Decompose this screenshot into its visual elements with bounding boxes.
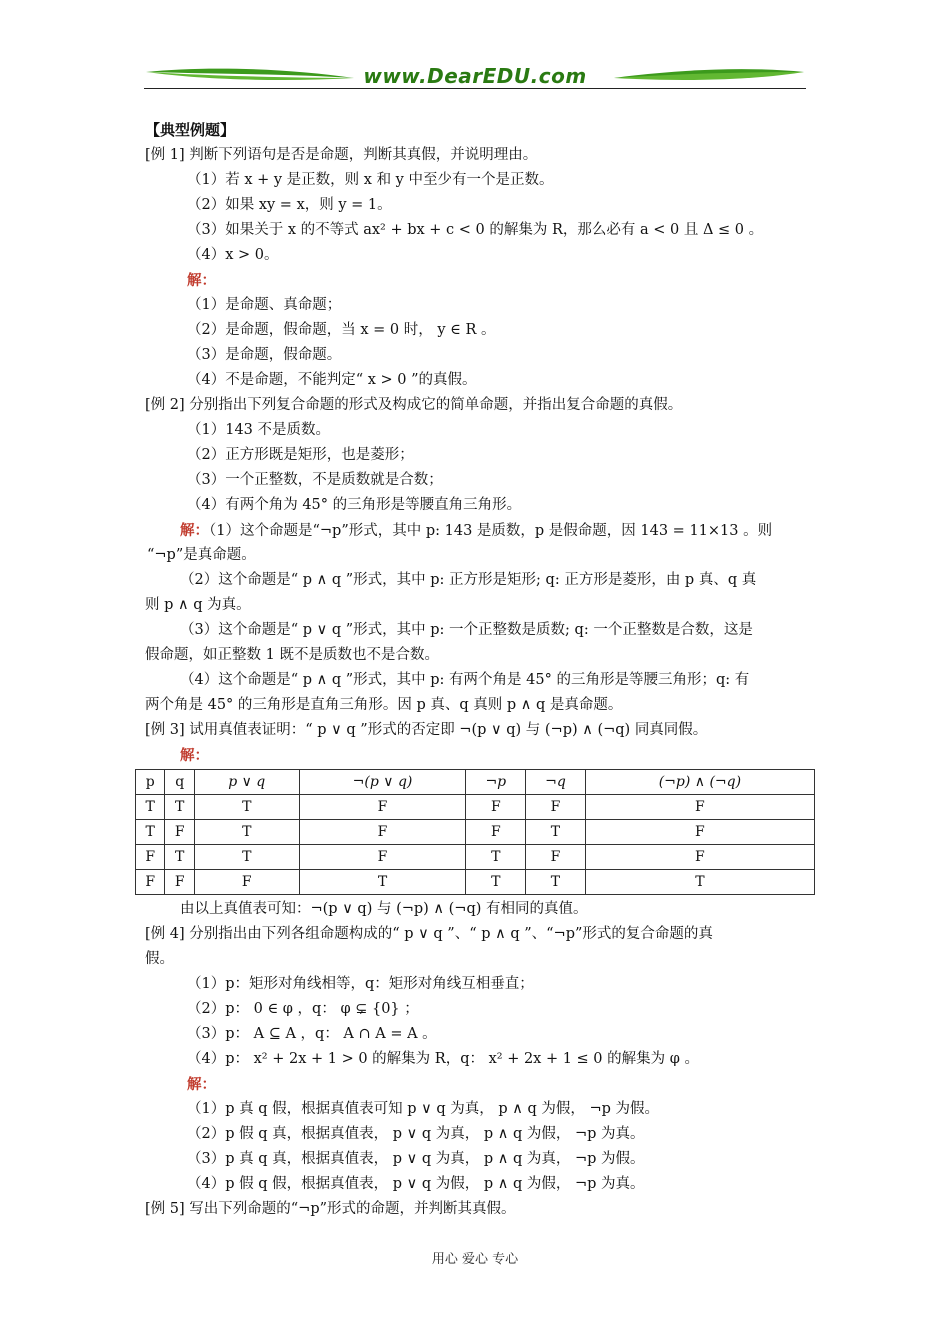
table-cell: T [165, 845, 194, 870]
example1-item: （1）若 x + y 是正数，则 x 和 y 中至少有一个是正数。 [187, 172, 554, 188]
example1-item: （2）如果 xy = x，则 y = 1。 [187, 197, 392, 213]
example3-conclusion: 由以上真值表可知：¬(p ∨ q) 与 (¬p) ∧ (¬q) 有相同的真值。 [180, 901, 588, 917]
table-cell: F [466, 795, 526, 820]
example2-title: [例 2] 分别指出下列复合命题的形式及构成它的简单命题，并指出复合命题的真假。 [145, 397, 683, 413]
header-divider [144, 88, 806, 89]
example2-solution-text: （1）这个命题是“¬p”形式，其中 p: 143 是质数，p 是假命题，因 143 = 11×13 。则 [209, 523, 773, 539]
example4-item: （4）p： x² + 2x + 1 > 0 的解集为 R，q： x² + 2x + 1 ≤ 0 的解集为 φ 。 [187, 1051, 700, 1067]
example2-solution: 两个角是 45° 的三角形是直角三角形。因 p 真、q 真则 p ∧ q 是真命题。 [145, 697, 623, 713]
table-cell: F [299, 820, 466, 845]
example2-item: （3）一个正整数，不是质数就是合数； [187, 472, 443, 488]
example2-item: （1）143 不是质数。 [187, 422, 331, 438]
table-cell: F [136, 870, 165, 895]
section-title: 【典型例题】 [145, 121, 236, 139]
table-cell: F [585, 820, 814, 845]
truth-table-header: ¬q [526, 770, 586, 795]
table-cell: F [585, 845, 814, 870]
example2-solution: 则 p ∧ q 为真。 [145, 597, 251, 613]
truth-table [135, 769, 815, 895]
page-footer: 用心 爱心 专心 [431, 1252, 519, 1267]
table-row [136, 870, 815, 895]
example1-title: [例 1] 判断下列语句是否是命题，判断其真假，并说明理由。 [145, 147, 538, 163]
table-cell: T [136, 795, 165, 820]
example2-solution: （4）这个命题是“ p ∧ q ”形式，其中 p: 有两个角是 45° 的三角形是等腰三角形；q: 有 [180, 672, 750, 688]
table-cell: T [526, 820, 586, 845]
example2-solution: （3）这个命题是“ p ∨ q ”形式，其中 p: 一个正整数是质数; q: 一个正整数是合数，这是 [180, 622, 753, 638]
truth-table-header: p ∨ q [194, 770, 299, 795]
table-cell: T [194, 820, 299, 845]
truth-table-header-row [136, 770, 815, 795]
example2-solution-label: 解： [180, 522, 209, 539]
table-cell: F [194, 870, 299, 895]
table-cell: T [194, 845, 299, 870]
table-row [136, 795, 815, 820]
example3-title: [例 3] 试用真值表证明：“ p ∨ q ”形式的否定即 ¬(p ∨ q) 与 (¬p) ∧ (¬q) 同真同假。 [145, 722, 708, 738]
example4-solution: （2）p 假 q 真，根据真值表， p ∨ q 为真， p ∧ q 为假， ¬p 为真。 [187, 1126, 645, 1142]
example2-solution: （2）这个命题是“ p ∧ q ”形式，其中 p: 正方形是矩形; q: 正方形是菱形，由 p 真、q 真 [180, 572, 757, 588]
truth-table-header: (¬p) ∧ (¬q) [585, 770, 814, 795]
example4-solution: （4）p 假 q 假，根据真值表， p ∨ q 为假， p ∧ q 为假， ¬p 为真。 [187, 1176, 645, 1192]
table-cell: F [526, 845, 586, 870]
table-row [136, 820, 815, 845]
table-cell: F [526, 795, 586, 820]
page-content [145, 118, 810, 1222]
table-cell: T [136, 820, 165, 845]
table-cell: F [466, 820, 526, 845]
table-cell: F [165, 820, 194, 845]
site-title[interactable]: www.DearEDU.com [363, 64, 587, 88]
table-cell: T [466, 870, 526, 895]
example1-item: （3）如果关于 x 的不等式 ax² + bx + c < 0 的解集为 R，那么必有 a < 0 且 Δ ≤ 0 。 [187, 222, 764, 238]
example4-solution: （3）p 真 q 真，根据真值表， p ∨ q 为真， p ∧ q 为真， ¬p 为假。 [187, 1151, 645, 1167]
example1-solution: （4）不是命题，不能判定“ x > 0 ”的真假。 [187, 372, 477, 388]
table-cell: T [194, 795, 299, 820]
example1-item: （4）x > 0。 [187, 247, 279, 263]
example5-title: [例 5] 写出下列命题的“¬p”形式的命题，并判断其真假。 [145, 1201, 516, 1217]
example2-item: （4）有两个角为 45° 的三角形是等腰直角三角形。 [187, 497, 522, 513]
truth-table-header: p [136, 770, 165, 795]
table-cell: T [526, 870, 586, 895]
example4-solution: （1）p 真 q 假，根据真值表可知 p ∨ q 为真， p ∧ q 为假， ¬p 为假。 [187, 1101, 659, 1117]
table-cell: T [585, 870, 814, 895]
example4-item: （1）p：矩形对角线相等，q：矩形对角线互相垂直； [187, 976, 534, 992]
table-cell: T [299, 870, 466, 895]
example4-solution-label: 解： [187, 1076, 216, 1093]
truth-table-header: ¬(p ∨ q) [299, 770, 466, 795]
table-cell: F [299, 845, 466, 870]
example3-solution-label: 解： [180, 747, 209, 764]
table-cell: F [136, 845, 165, 870]
table-cell: F [585, 795, 814, 820]
table-cell: T [165, 795, 194, 820]
example2-item: （2）正方形既是矩形，也是菱形； [187, 447, 414, 463]
table-cell: F [299, 795, 466, 820]
example1-solution: （3）是命题，假命题。 [187, 347, 342, 363]
example4-item: （2）p： 0 ∈ φ ，q： φ ⊊ {0} ； [187, 1001, 419, 1017]
table-row [136, 845, 815, 870]
truth-table-header: ¬p [466, 770, 526, 795]
example1-solution-label: 解： [187, 272, 216, 289]
example4-item: （3）p： A ⊆ A ，q： A ∩ A = A 。 [187, 1026, 437, 1042]
table-cell: F [165, 870, 194, 895]
example1-solution: （1）是命题、真命题； [187, 297, 342, 313]
example4-title-cont: 假。 [145, 951, 174, 967]
example2-solution: 假命题，如正整数 1 既不是质数也不是合数。 [145, 647, 439, 663]
table-cell: T [466, 845, 526, 870]
example1-solution: （2）是命题，假命题，当 x = 0 时， y ∈ R 。 [187, 322, 496, 338]
example2-solution: “¬p”是真命题。 [147, 547, 256, 563]
example2-solution [145, 518, 810, 543]
truth-table-header: q [165, 770, 194, 795]
example4-title: [例 4] 分别指出由下列各组命题构成的“ p ∨ q ”、“ p ∧ q ”、“¬p”形式的复合命题的真 [145, 926, 713, 942]
